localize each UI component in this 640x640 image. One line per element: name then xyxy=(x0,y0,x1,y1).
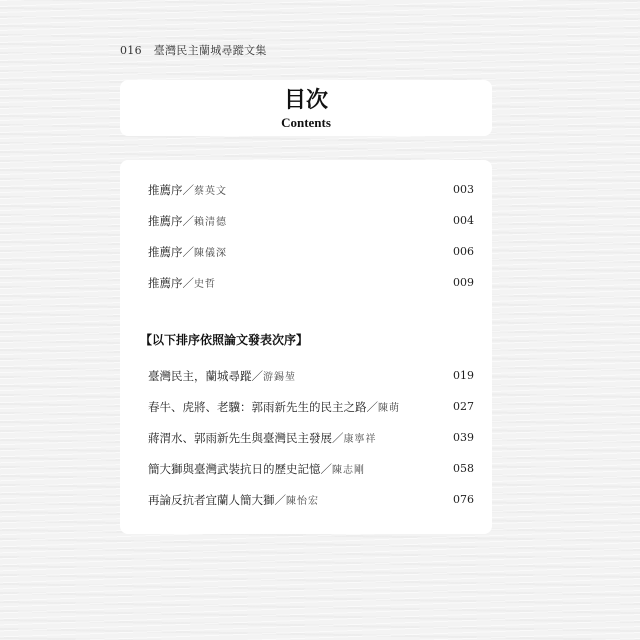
toc-entry-title: 推薦序／ xyxy=(148,276,194,290)
toc-entry-page: 009 xyxy=(453,276,474,289)
section-heading: 【以下排序依照論文發表次序】 xyxy=(140,333,309,347)
contents-title: 目次 xyxy=(283,88,328,113)
toc-entry-author: 蔡英文 xyxy=(194,186,227,197)
toc-entry-title: 春牛、虎將、老驥：郭雨新先生的民主之路／ xyxy=(148,400,378,414)
running-head-book-title: 臺灣民主蘭城尋蹤文集 xyxy=(153,44,267,57)
contents-title-box xyxy=(120,80,492,136)
toc-entry-page: 006 xyxy=(453,245,474,258)
toc-entry-author: 賴清德 xyxy=(194,217,227,228)
toc-entry-page: 003 xyxy=(453,183,474,196)
toc-entry xyxy=(148,181,474,199)
toc-entry-page: 076 xyxy=(453,493,474,506)
running-head-page-number: 016 xyxy=(120,44,142,57)
toc-entry-author: 游錫堃 xyxy=(263,372,296,383)
toc-entry xyxy=(148,460,474,478)
toc-entry-author: 陳志剛 xyxy=(332,465,365,476)
toc-entry-author: 史哲 xyxy=(194,279,216,290)
toc-entry-title: 簡大獅與臺灣武裝抗日的歷史記憶／ xyxy=(148,462,332,476)
toc-entry-title: 再論反抗者宜蘭人簡大獅／ xyxy=(148,493,286,507)
toc-entry-title: 推薦序／ xyxy=(148,183,194,197)
toc-entry-title: 推薦序／ xyxy=(148,245,194,259)
toc-entry-author: 陳萌 xyxy=(378,403,400,414)
toc-entry xyxy=(148,367,474,385)
toc-entry xyxy=(148,491,474,509)
toc-entry-title: 臺灣民主，蘭城尋蹤／ xyxy=(148,369,263,383)
toc-entry-page: 058 xyxy=(453,462,474,475)
toc-entry xyxy=(148,429,474,447)
running-head xyxy=(120,42,267,58)
toc-entry xyxy=(148,212,474,230)
toc-entry-author: 陳怡宏 xyxy=(286,496,319,507)
toc-entry xyxy=(148,243,474,261)
toc-entry xyxy=(148,398,474,416)
toc-entry-page: 039 xyxy=(453,431,474,444)
toc-entry-page: 004 xyxy=(453,214,474,227)
toc-entry-page: 019 xyxy=(453,369,474,382)
toc-entry-author: 陳儀深 xyxy=(194,248,227,259)
contents-list xyxy=(120,160,492,534)
toc-entry-title: 推薦序／ xyxy=(148,214,194,228)
contents-subtitle: Contents xyxy=(281,115,331,130)
toc-entry-page: 027 xyxy=(453,400,474,413)
toc-entry-author: 康寧祥 xyxy=(343,434,377,445)
toc-entry-title: 蔣渭水、郭雨新先生與臺灣民主發展／ xyxy=(148,431,344,445)
toc-entry xyxy=(148,274,474,292)
